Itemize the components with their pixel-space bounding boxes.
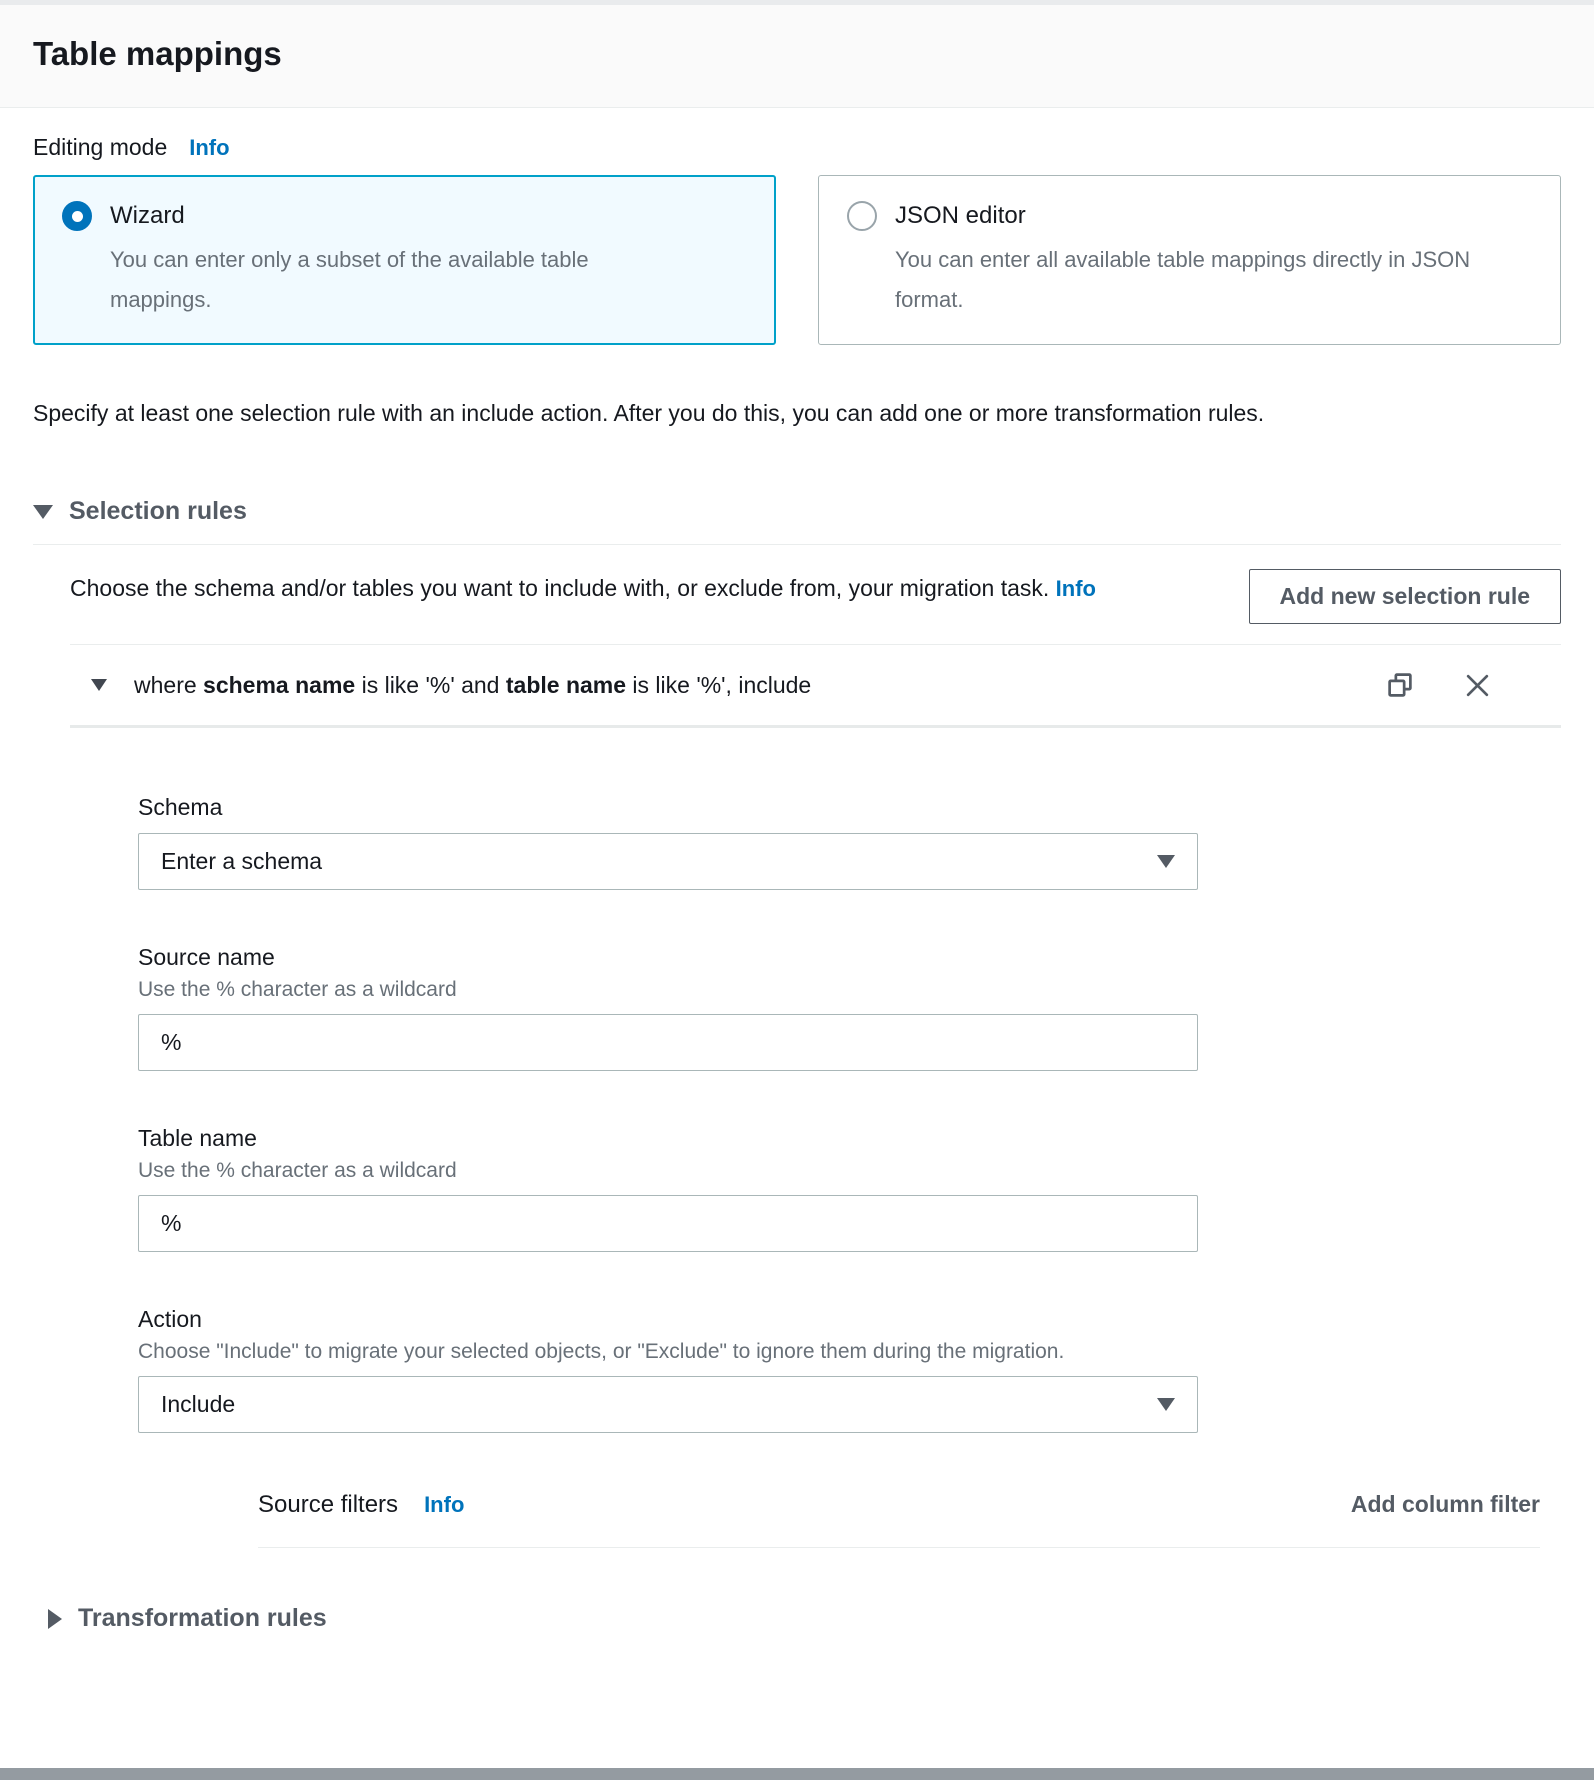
chevron-down-icon[interactable] <box>91 679 107 691</box>
chevron-down-icon <box>33 505 53 519</box>
source-filters-row <box>258 1491 1540 1519</box>
panel-header <box>0 5 1594 108</box>
rule-fields <box>138 794 1561 1548</box>
selection-rules-heading[interactable] <box>33 497 1561 526</box>
selection-rules-info-link[interactable]: Info <box>1055 576 1096 601</box>
source-name-label: Source name <box>138 944 275 970</box>
rule-actions <box>1386 671 1491 699</box>
rule-summary-row <box>70 645 1561 725</box>
editing-mode-options <box>33 175 1561 345</box>
source-filters-divider <box>258 1547 1540 1548</box>
editing-mode-label: Editing mode <box>33 134 168 160</box>
action-select[interactable] <box>138 1376 1198 1433</box>
add-selection-rule-button[interactable]: Add new selection rule <box>1249 569 1562 624</box>
add-column-filter-button[interactable]: Add column filter <box>1350 1491 1540 1517</box>
source-name-input[interactable] <box>138 1014 1198 1071</box>
schema-field-group <box>138 794 1561 890</box>
remove-rule-button[interactable] <box>1464 672 1491 699</box>
copy-rule-button[interactable] <box>1386 671 1414 699</box>
wizard-option-label: Wizard <box>110 202 185 229</box>
json-editor-radio[interactable] <box>847 201 877 231</box>
page-title: Table mappings <box>33 35 282 72</box>
source-filters-label: Source filters <box>258 1491 399 1518</box>
json-editor-option-card[interactable] <box>818 175 1561 345</box>
schema-select-value: Enter a schema <box>161 848 323 874</box>
selection-rule-item <box>33 644 1561 1548</box>
selection-rules-section <box>33 497 1561 1548</box>
bottom-panel-edge <box>0 1768 1594 1780</box>
source-filters-block <box>258 1491 1540 1548</box>
wizard-option-card[interactable] <box>33 175 776 345</box>
chevron-down-icon <box>1157 1398 1175 1411</box>
radio-dot <box>72 211 83 222</box>
table-name-field-group <box>138 1125 1561 1252</box>
section-divider <box>33 544 1561 545</box>
editing-mode-row <box>33 134 1561 161</box>
action-label: Action <box>138 1306 202 1332</box>
close-icon <box>1464 672 1491 699</box>
source-name-field-group <box>138 944 1561 1071</box>
transformation-rules-heading-label: Transformation rules <box>78 1604 327 1632</box>
source-filters-info-link[interactable]: Info <box>424 1492 465 1517</box>
selection-rules-description-text: Choose the schema and/or tables you want to include with, or exclude from, your migration task. <box>70 575 1050 601</box>
chevron-right-icon <box>48 1609 62 1629</box>
schema-select[interactable] <box>138 833 1198 890</box>
table-name-description: Use the % character as a wildcard <box>138 1159 457 1182</box>
wizard-option-description: You can enter only a subset of the available table mappings. <box>110 247 589 312</box>
rule-summary-text: where schema name is like '%' and table name is like '%', include <box>134 671 812 698</box>
schema-label: Schema <box>138 794 223 820</box>
rule-summary-divider <box>70 725 1561 728</box>
wizard-radio[interactable] <box>62 201 92 231</box>
selection-rule-instructions: Specify at least one selection rule with an include action. After you do this, you can add one or more transformation rules. <box>33 400 1265 426</box>
panel-content <box>0 134 1594 1633</box>
selection-rules-heading-label: Selection rules <box>69 497 247 525</box>
selection-rules-description <box>70 567 1249 610</box>
action-select-value: Include <box>161 1391 236 1417</box>
table-name-label: Table name <box>138 1125 257 1151</box>
editing-mode-info-link[interactable]: Info <box>189 135 230 160</box>
json-editor-option-head <box>847 201 1532 231</box>
source-name-description: Use the % character as a wildcard <box>138 978 457 1001</box>
copy-icon <box>1386 671 1414 699</box>
json-editor-option-label: JSON editor <box>895 202 1026 229</box>
transformation-rules-heading[interactable] <box>45 1604 1561 1633</box>
action-description: Choose "Include" to migrate your selected objects, or "Exclude" to ignore them during the migration. <box>138 1340 1065 1363</box>
selection-rules-intro-row <box>70 567 1561 624</box>
json-editor-option-description: You can enter all available table mappings directly in JSON format. <box>895 247 1471 312</box>
table-name-input[interactable] <box>138 1195 1198 1252</box>
wizard-option-head <box>62 201 747 231</box>
chevron-down-icon <box>1157 855 1175 868</box>
action-field-group <box>138 1306 1561 1433</box>
